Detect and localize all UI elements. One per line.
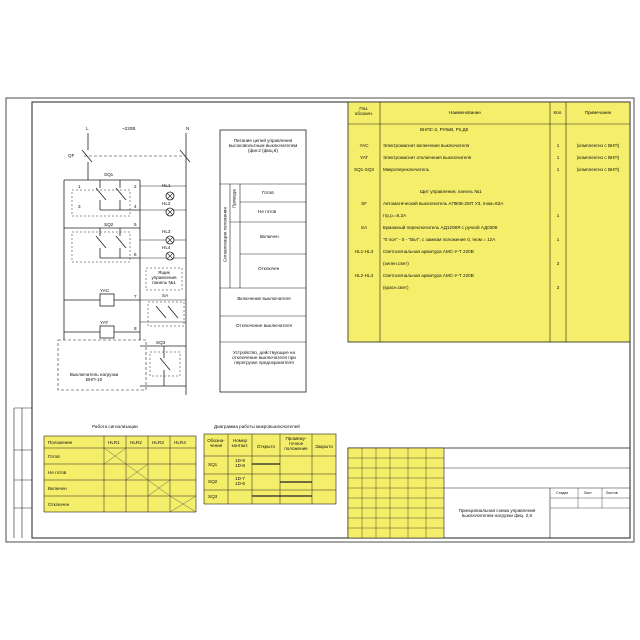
signal-header-hlr4: HLR4	[174, 440, 186, 445]
spec-row-qty: 2	[556, 285, 560, 290]
spec-row-name: Электромагнит отключения выключателя	[383, 155, 472, 160]
signal-header-hlr1: HLR1	[108, 440, 120, 445]
sq1-label: SQ1	[104, 172, 114, 177]
micro-header-contacts: Номер контакт.	[231, 438, 249, 449]
spec-row-pos: YAT	[359, 155, 369, 160]
sq3-label: SQ3	[156, 340, 166, 345]
terminal-label: 6	[134, 252, 137, 257]
spec-row-pos: SF	[361, 201, 367, 206]
func-sub-label: Привода	[231, 189, 237, 208]
func-state-off: Отключен	[258, 266, 280, 271]
title-block-sheet: Лист	[584, 491, 592, 495]
micro-table-title: Диаграмма работы микровыключателей	[214, 424, 300, 429]
func-on-label: Включение выключателя	[237, 296, 291, 301]
signal-row-on: Включен	[48, 486, 67, 491]
spec-row-name: Бумажный переключатель АД1208Я с ручкой АД0308	[383, 225, 498, 230]
spec-row-qty: 1	[556, 143, 560, 148]
title-block-stage: Стадия	[556, 491, 569, 495]
spec-row-name: (зелен.свет)	[383, 261, 409, 266]
func-off-label: Отключение выключателя	[236, 323, 292, 328]
spec-row-pos: HL1-HL3	[354, 249, 374, 254]
signal-row-off: Отключен	[48, 502, 70, 507]
spec-header-name: Наименование	[449, 110, 481, 115]
hl2-label: HL2	[162, 201, 171, 206]
spec-row-heading: ВНПС-2, РУ6кВ, Рп.Д6	[420, 127, 469, 132]
yat-label: YAT	[100, 320, 109, 325]
qf-label: QF	[68, 153, 75, 158]
spec-row-name: "0 пол" - 0 - "Вкл", с замком положение 0, Iном = 12А	[383, 237, 496, 242]
spec-row-name: Светосигнальная арматура АМС-У-Т 220В	[383, 273, 474, 278]
micro-header-open: Открыто	[256, 444, 276, 449]
micro-row-id: SQ3	[208, 494, 218, 499]
terminal-label: 1	[78, 184, 81, 189]
hl3-label: HL3	[162, 229, 171, 234]
spec-header-pos: Поз. обознач.	[354, 106, 374, 117]
sq2-label: SQ2	[104, 222, 114, 227]
title-block-sheets: Листов	[606, 491, 618, 495]
spec-row-name: Микропереключатель	[383, 167, 430, 172]
func-device-label: Устройство, действующее на отключение выключателя при перегрузке предохранителя	[232, 350, 296, 366]
hl4-label: HL4	[162, 245, 171, 250]
spec-row-qty: 1	[556, 167, 560, 172]
signal-table-title: Работа сигнализации	[92, 424, 138, 429]
spec-row-pos: YAC	[359, 143, 369, 148]
sa-label: SA	[162, 293, 169, 298]
func-state-on: Включен	[260, 234, 279, 239]
micro-row-id: SQ2	[208, 479, 218, 484]
micro-header-closed: Закрыто	[315, 444, 333, 449]
phase-l-label: L	[86, 126, 89, 131]
panel-note: Ящик управления панель №1	[151, 270, 177, 286]
func-power-label: Питание цепей управления высоковольтным выключателем (фиг.2 (фиц.6)	[228, 138, 298, 154]
yac-label: YAC	[100, 288, 110, 293]
micro-row-contacts: 1D-9 1D-8	[235, 458, 245, 469]
spec-row-qty: 1	[556, 237, 560, 242]
hl1-label: HL1	[162, 183, 171, 188]
spec-row-note: (комплектно с ВНП)	[576, 143, 620, 148]
spec-row-note: (комплектно с ВНП)	[576, 167, 620, 172]
spec-row-pos: HL2-HL4	[354, 273, 374, 278]
micro-row-id: SQ1	[208, 462, 218, 467]
terminal-label: 2	[134, 184, 137, 189]
terminal-label: 5	[134, 222, 137, 227]
spec-row-name: Электромагнит включения выключателя	[383, 143, 470, 148]
micro-header-id: Обозна-чение	[207, 438, 225, 449]
spec-row-name: (красн.свет)	[383, 285, 409, 290]
spec-row-note: (комплектно с ВНП)	[576, 155, 620, 160]
breaker-note: Выключатель нагрузки ВНП-10	[69, 372, 119, 383]
func-state-not-ready: Не готов	[258, 209, 277, 214]
func-state-ready: Готов	[262, 190, 274, 195]
voltage-label: ~220В	[122, 126, 136, 131]
title-block-caption: Принципиальная схема управления выключателем нагрузки фиц. 2,6	[458, 508, 536, 519]
spec-row-qty: 1	[556, 155, 560, 160]
signal-header-hlr2: HLR2	[130, 440, 142, 445]
terminal-label: 4	[134, 204, 137, 209]
signal-header-position: Положение	[48, 440, 73, 445]
spec-row-name: Светосигнальная арматура АМС-У-Т 220В	[383, 249, 474, 254]
phase-n-label: N	[186, 126, 190, 131]
spec-header-note: Примечание	[584, 110, 612, 115]
terminal-label: 3	[78, 204, 81, 209]
micro-header-mid: Промежу-точное положение	[284, 436, 308, 452]
spec-row-qty: 2	[556, 261, 560, 266]
spec-row-name: Автоматический выключатель АП50Б-2МТ У3, Iном=63А	[383, 201, 504, 206]
spec-row-pos: SA	[360, 225, 368, 230]
spec-row-heading: Щит управления, панель №1	[420, 189, 482, 194]
signal-header-hlr3: HLR3	[152, 440, 164, 445]
terminal-label: 8	[134, 326, 137, 331]
func-group-label: Сигнализация положения	[222, 207, 228, 263]
terminal-label: 7	[134, 294, 137, 299]
spec-row-name: Iтр.р.=6,3А	[383, 213, 407, 218]
spec-header-qty: Кол.	[553, 110, 563, 115]
signal-row-not-ready: Не готов	[48, 470, 67, 475]
spec-row-pos: SQ1-SQ3	[354, 167, 374, 172]
spec-row-qty: 1	[556, 213, 560, 218]
signal-row-ready: Готов	[48, 454, 60, 459]
micro-row-contacts: 1D-7 1D-6	[235, 476, 245, 487]
